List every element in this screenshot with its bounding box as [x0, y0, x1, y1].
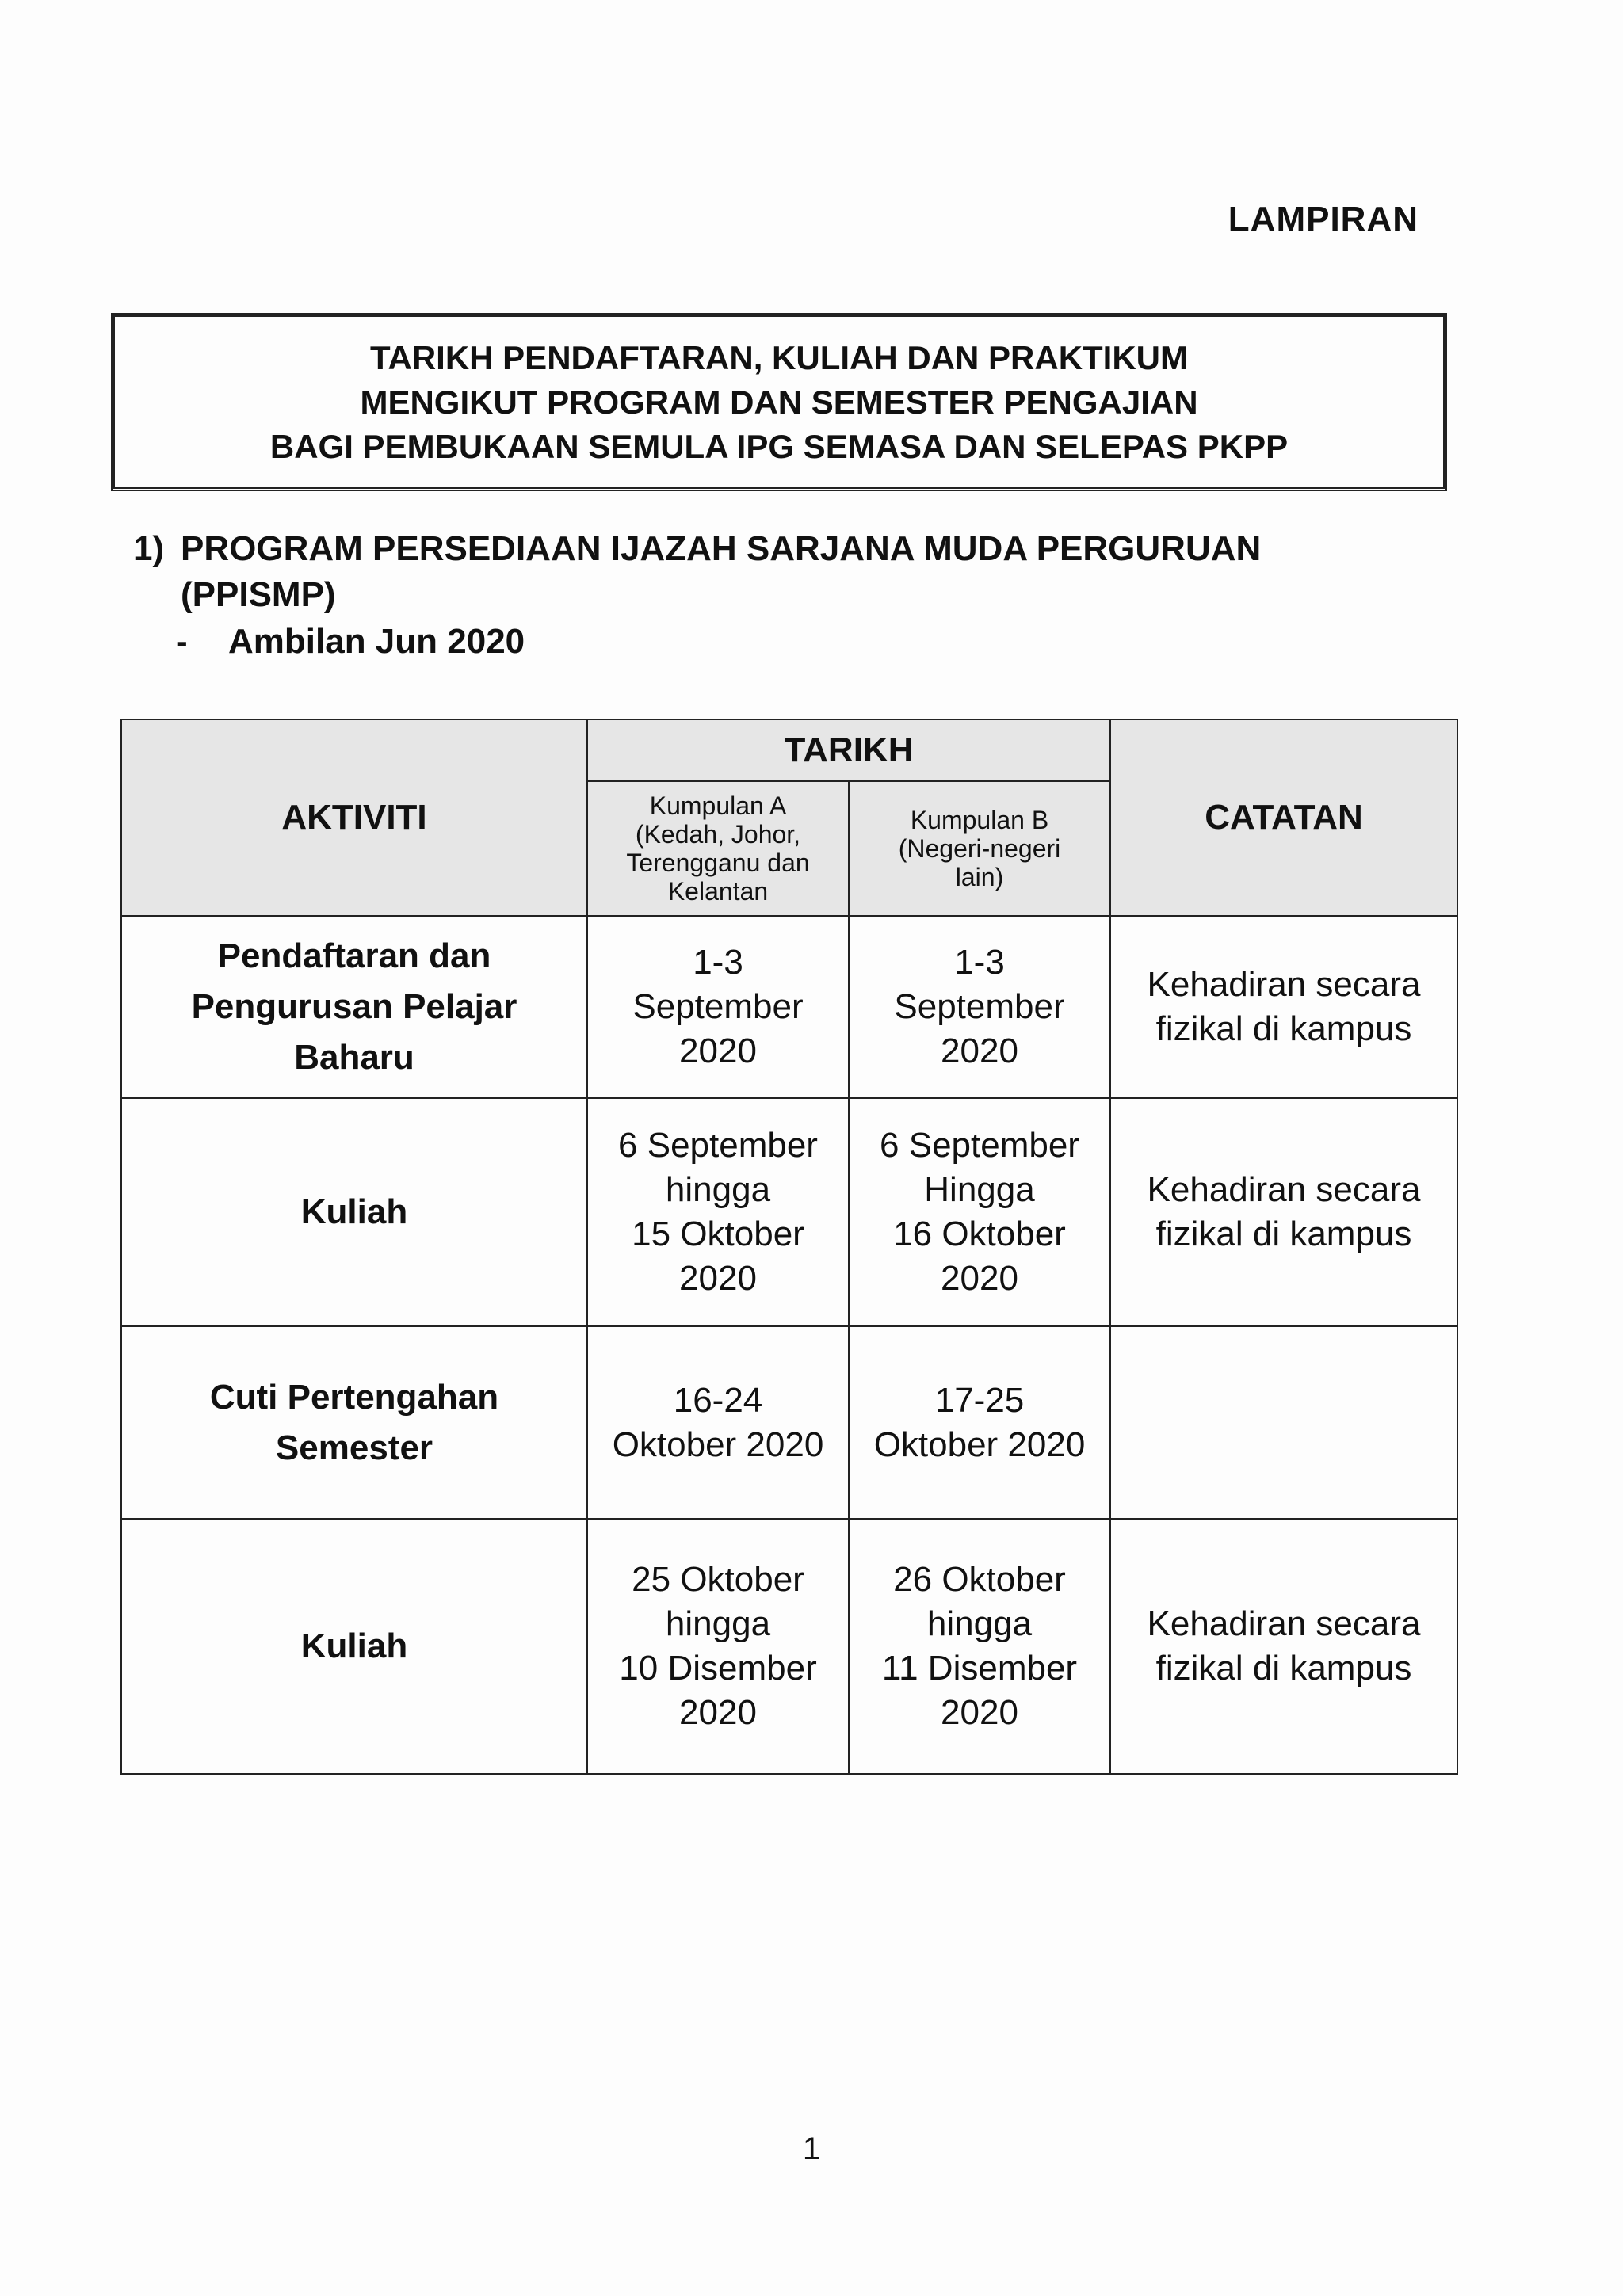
- table-row: [121, 1326, 1457, 1519]
- intake-line: [176, 622, 525, 662]
- row-aktiviti: Kuliah: [121, 1519, 587, 1774]
- table-row: [121, 916, 1457, 1098]
- section-number: 1): [133, 529, 165, 568]
- schedule-table: [120, 719, 1458, 1775]
- title-line-2: MENGIKUT PROGRAM DAN SEMESTER PENGAJIAN: [360, 383, 1198, 421]
- row-kumpulan-a: 25 Oktober hingga 10 Disember 2020: [587, 1519, 849, 1774]
- title-line-3: BAGI PEMBUKAAN SEMULA IPG SEMASA DAN SELEPAS PKPP: [269, 427, 1289, 465]
- row-kumpulan-b: 26 Oktober hingga 11 Disember 2020: [849, 1519, 1110, 1774]
- page-number: 1: [802, 2131, 821, 2166]
- section-title-line-1: PROGRAM PERSEDIAAN IJAZAH SARJANA MUDA PERGURUAN: [181, 529, 1262, 568]
- row-catatan: [1110, 1326, 1457, 1519]
- row-aktiviti: Cuti Pertengahan Semester: [121, 1326, 587, 1519]
- row-kumpulan-a: 6 September hingga 15 Oktober 2020: [587, 1098, 849, 1326]
- row-catatan: Kehadiran secara fizikal di kampus: [1110, 916, 1457, 1098]
- row-kumpulan-b: 6 September Hingga 16 Oktober 2020: [849, 1098, 1110, 1326]
- header-tarikh: TARIKH: [587, 719, 1110, 781]
- intake-dash: -: [176, 622, 188, 661]
- section-heading: [133, 526, 1401, 618]
- document-title-box: [111, 313, 1447, 491]
- row-aktiviti: Pendaftaran dan Pengurusan Pelajar Baharu: [121, 916, 587, 1098]
- row-kumpulan-b: 1-3 September 2020: [849, 916, 1110, 1098]
- table-header-row: [121, 719, 1457, 781]
- table-row: [121, 1098, 1457, 1326]
- header-kumpulan-b: Kumpulan B (Negeri-negeri lain): [849, 781, 1110, 916]
- header-kumpulan-a: Kumpulan A (Kedah, Johor, Terengganu dan Kelantan: [587, 781, 849, 916]
- intake-label: Ambilan Jun 2020: [228, 622, 525, 661]
- row-kumpulan-b: 17-25 Oktober 2020: [849, 1326, 1110, 1519]
- row-catatan: Kehadiran secara fizikal di kampus: [1110, 1098, 1457, 1326]
- lampiran-label: LAMPIRAN: [1228, 200, 1419, 238]
- section-title-line-2: (PPISMP): [181, 575, 336, 614]
- row-kumpulan-a: 1-3 September 2020: [587, 916, 849, 1098]
- table-row: [121, 1519, 1457, 1774]
- title-line-1: TARIKH PENDAFTARAN, KULIAH DAN PRAKTIKUM: [369, 338, 1189, 376]
- header-aktiviti: AKTIVITI: [121, 719, 587, 916]
- row-kumpulan-a: 16-24 Oktober 2020: [587, 1326, 849, 1519]
- header-catatan: CATATAN: [1110, 719, 1457, 916]
- row-catatan: Kehadiran secara fizikal di kampus: [1110, 1519, 1457, 1774]
- row-aktiviti: Kuliah: [121, 1098, 587, 1326]
